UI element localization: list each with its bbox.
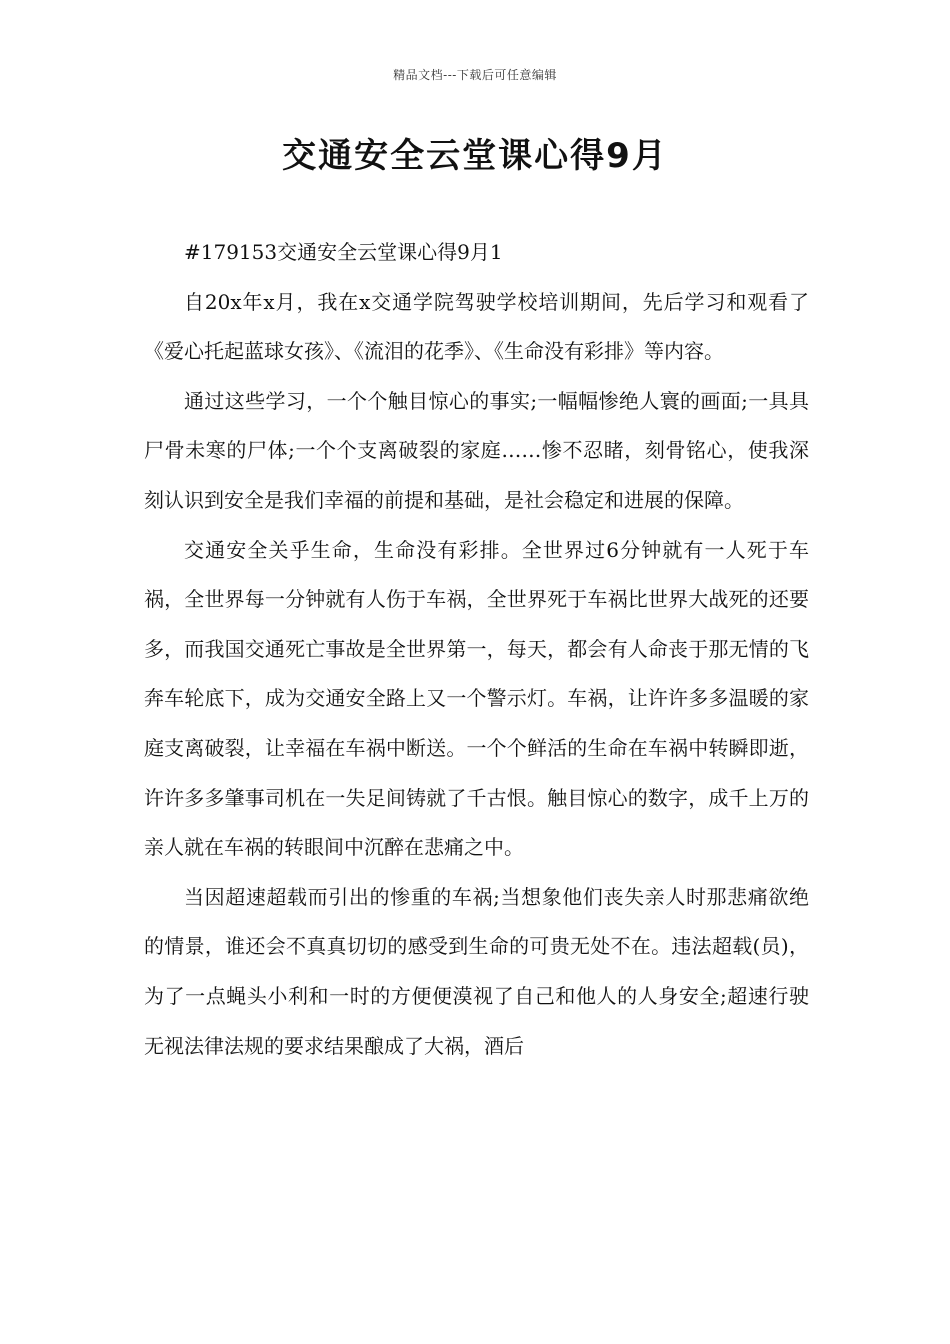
paragraph-heading: #179153交通安全云堂课心得9月1 [184,240,503,264]
document-body [144,228,809,1071]
header-note: 精品文档---下载后可任意编辑 [393,68,557,82]
document-title: 交通安全云堂课心得9月 [282,136,668,176]
paragraph: 交通安全关乎生命，生命没有彩排。全世界过6分钟就有一人死于车祸，全世界每一分钟就有人伤于车祸，全世界死于车祸比世界大战死的还要多，而我国交通死亡事故是全世界第一，每天，都会有人命丧于那无情的飞奔车轮底下，成为交通安全路上又一个警示灯。车祸，让许许多多温暖的家庭支离破裂，让幸福在车祸中断送。一个个鲜活的生命在车祸中转瞬即逝，许许多多肇事司机在一失足间铸就了千古恨。触目惊心的数字，成千上万的亲人就在车祸的转眼间中沉醉在悲痛之中。 [144,537,809,860]
paragraph: 通过这些学习，一个个触目惊心的事实;一幅幅惨绝人寰的画面;一具具尸骨未寒的尸体;一个个支离破裂的家庭……惨不忍睹，刻骨铭心，使我深刻认识到安全是我们幸福的前提和基础，是社会稳定和进展的保障。 [144,388,809,512]
paragraph: 当因超速超载而引出的惨重的车祸;当想象他们丧失亲人时那悲痛欲绝的情景，谁还会不真真切切的感受到生命的可贵无处不在。违法超载(员)，为了一点蝇头小利和一时的方便便漠视了自己和他人的人身安全;超速行驶无视法律法规的要求结果酿成了大祸，酒后 [144,884,809,1058]
paragraph: 自20x年x月，我在x交通学院驾驶学校培训期间，先后学习和观看了《爱心托起蓝球女孩》、《流泪的花季》、《生命没有彩排》等内容。 [144,289,809,364]
